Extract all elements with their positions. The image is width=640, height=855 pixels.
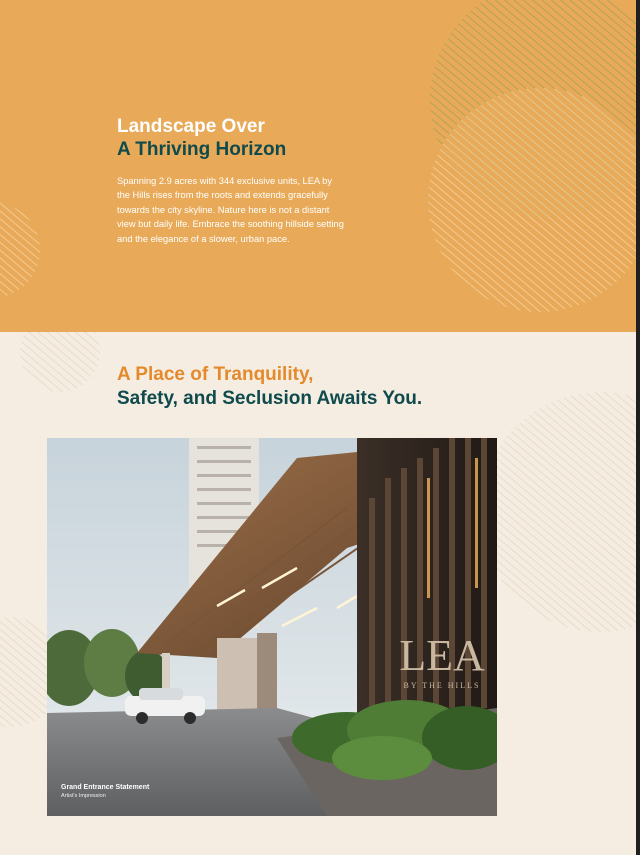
caption-subtitle: Artist's Impression <box>61 793 106 799</box>
section1-heading-line2: A Thriving Horizon <box>117 139 287 160</box>
entrance-illustration <box>47 438 497 816</box>
section2-heading-line2: Safety, and Seclusion Awaits You. <box>117 388 423 409</box>
photo-caption <box>61 783 149 800</box>
section1-body: Spanning 2.9 acres with 344 exclusive units, LEA by the Hills rises from the roots and extends gracefully towards the city skyline. Nature here is not a distant view but daily life. Embrace the soothing hillside setting and the elegance of a slower, urban pace. <box>117 176 344 244</box>
lea-sign-subtext: BY THE HILLS <box>403 681 481 690</box>
section2-heading <box>117 363 422 411</box>
hatched-circles-decoration <box>0 0 636 332</box>
caption-title: Grand Entrance Statement <box>61 784 150 791</box>
section2-heading-line1: A Place of Tranquility, <box>117 364 314 385</box>
entrance-rendering-image <box>47 438 497 816</box>
orange-band <box>0 0 636 332</box>
section1-heading <box>117 115 286 161</box>
section1-heading-line1: Landscape Over <box>117 116 265 137</box>
lea-sign-text: LEA <box>399 631 485 680</box>
page-edge-shadow <box>636 0 640 855</box>
